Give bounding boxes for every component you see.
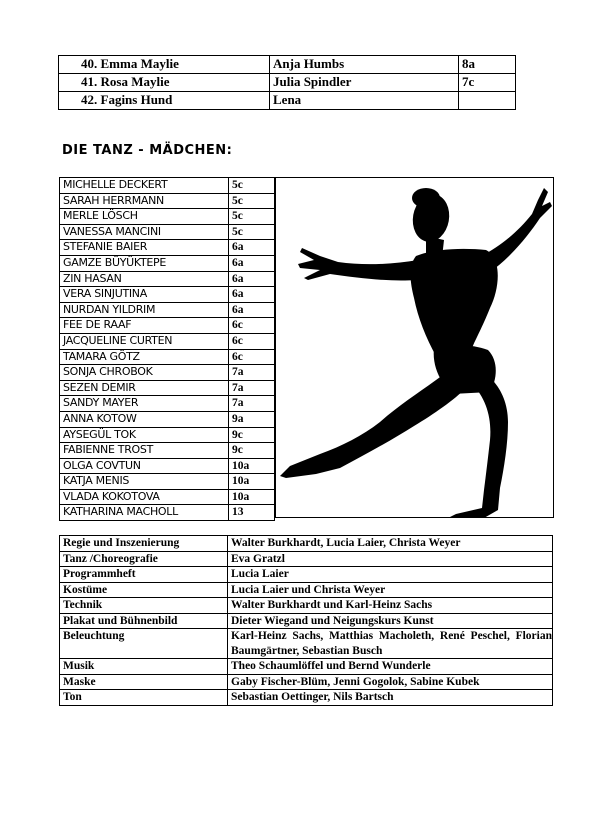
dancer-name: SARAH HERRMANN: [60, 193, 229, 209]
dancer-name: FABIENNE TROST: [60, 443, 229, 459]
table-row: [60, 209, 275, 225]
dancer-class: 6c: [229, 349, 275, 365]
table-row: [60, 474, 275, 490]
dancers-table: [59, 177, 275, 521]
crew-job: Plakat und Bühnenbild: [60, 613, 228, 629]
dancer-class: 7a: [229, 365, 275, 381]
dancer-name: FEE DE RAAF: [60, 318, 229, 334]
table-row: [60, 302, 275, 318]
dancer-name: SEZEN DEMIR: [60, 380, 229, 396]
dancer-class: 9c: [229, 443, 275, 459]
dancer-name: STEFANIE BAIER: [60, 240, 229, 256]
dancer-class: 13: [229, 505, 275, 521]
table-row: [60, 318, 275, 334]
table-row: [60, 613, 553, 629]
table-row: [60, 567, 553, 583]
crew-table: [59, 535, 553, 706]
crew-people: Dieter Wiegand und Neigungskurs Kunst: [228, 613, 553, 629]
crew-people: Theo Schaumlöffel und Bernd Wunderle: [228, 659, 553, 675]
crew-job: Technik: [60, 598, 228, 614]
section-heading: DIE TANZ - MÄDCHEN:: [62, 143, 233, 158]
dancer-class: 7a: [229, 380, 275, 396]
dancer-class: 6a: [229, 287, 275, 303]
dancer-name: SANDY MAYER: [60, 396, 229, 412]
crew-people: Lucia Laier: [228, 567, 553, 583]
dancer-class: 10a: [229, 458, 275, 474]
table-row: [60, 255, 275, 271]
crew-people: Walter Burkhardt, Lucia Laier, Christa Weyer: [228, 536, 553, 552]
dancer-name: OLGA COVTUN: [60, 458, 229, 474]
table-row: [60, 333, 275, 349]
dancer-name: KATJA MENIS: [60, 474, 229, 490]
table-row: [60, 690, 553, 706]
table-row: [60, 443, 275, 459]
crew-job: Musik: [60, 659, 228, 675]
dancer-class: 7a: [229, 396, 275, 412]
table-row: [59, 74, 516, 92]
actor-cell: Anja Humbs: [270, 56, 459, 74]
table-row: [60, 240, 275, 256]
dancer-class: 6a: [229, 302, 275, 318]
table-row: [60, 629, 553, 659]
dancer-name: JACQUELINE CURTEN: [60, 333, 229, 349]
dancer-name: MICHELLE DECKERT: [60, 178, 229, 194]
table-row: [60, 582, 553, 598]
crew-job: Beleuchtung: [60, 629, 228, 659]
dancer-class: 5c: [229, 209, 275, 225]
role-cell: 41. Rosa Maylie: [59, 74, 270, 92]
table-row: [60, 287, 275, 303]
dancer-name: SONJA CHROBOK: [60, 365, 229, 381]
table-row: [60, 224, 275, 240]
table-row: [60, 271, 275, 287]
crew-people: Eva Gratzl: [228, 551, 553, 567]
table-row: [60, 396, 275, 412]
role-cell: 42. Fagins Hund: [59, 92, 270, 110]
dancer-name: VANESSA MANCINI: [60, 224, 229, 240]
dancer-name: TAMARA GÖTZ: [60, 349, 229, 365]
dancer-name: GAMZE BÜYÜKTEPE: [60, 255, 229, 271]
dancer-class: 6c: [229, 318, 275, 334]
table-row: [59, 56, 516, 74]
table-row: [60, 674, 553, 690]
dancer-class: 6a: [229, 255, 275, 271]
dancer-name: ANNA KOTOW: [60, 411, 229, 427]
class-cell: [459, 92, 516, 110]
dancer-name: NURDAN YILDRIM: [60, 302, 229, 318]
crew-job: Maske: [60, 674, 228, 690]
table-row: [60, 458, 275, 474]
dancer-class: 9c: [229, 427, 275, 443]
dancer-silhouette-icon: [276, 178, 555, 519]
crew-people: Sebastian Oettinger, Nils Bartsch: [228, 690, 553, 706]
table-row: [60, 598, 553, 614]
class-cell: 8a: [459, 56, 516, 74]
crew-job: Programmheft: [60, 567, 228, 583]
crew-people: Lucia Laier und Christa Weyer: [228, 582, 553, 598]
dancer-name: VLADA KOKOTOVA: [60, 489, 229, 505]
table-row: [60, 411, 275, 427]
dancer-class: 10a: [229, 474, 275, 490]
cast-table: [58, 55, 516, 110]
table-row: [60, 505, 275, 521]
table-row: [60, 349, 275, 365]
dancer-class: 5c: [229, 193, 275, 209]
crew-people: Walter Burkhardt und Karl-Heinz Sachs: [228, 598, 553, 614]
crew-job: Kostüme: [60, 582, 228, 598]
role-cell: 40. Emma Maylie: [59, 56, 270, 74]
dancer-name: ZIN HASAN: [60, 271, 229, 287]
table-row: [60, 536, 553, 552]
dancer-class: 5c: [229, 178, 275, 194]
dancer-class: 6a: [229, 271, 275, 287]
table-row: [60, 427, 275, 443]
crew-job: Regie und Inszenierung: [60, 536, 228, 552]
table-row: [59, 92, 516, 110]
crew-people: Karl-Heinz Sachs, Matthias Macholeth, René Peschel, Florian Baumgärtner, Sebastian Busch: [228, 629, 553, 659]
table-row: [60, 365, 275, 381]
table-row: [60, 178, 275, 194]
table-row: [60, 193, 275, 209]
crew-job: Ton: [60, 690, 228, 706]
dancer-class: 9a: [229, 411, 275, 427]
dancer-class: 6a: [229, 240, 275, 256]
dancer-class: 5c: [229, 224, 275, 240]
dancer-class: 10a: [229, 489, 275, 505]
class-cell: 7c: [459, 74, 516, 92]
dancer-name: MERLE LÖSCH: [60, 209, 229, 225]
table-row: [60, 659, 553, 675]
dancer-silhouette-image: [275, 177, 554, 518]
dancer-class: 6c: [229, 333, 275, 349]
crew-people: Gaby Fischer-Blüm, Jenni Gogolok, Sabine Kubek: [228, 674, 553, 690]
dancer-name: KATHARINA MACHOLL: [60, 505, 229, 521]
table-row: [60, 380, 275, 396]
dancer-name: VERA SINJUTINA: [60, 287, 229, 303]
crew-job: Tanz /Choreografie: [60, 551, 228, 567]
dancer-name: AYSEGÜL TOK: [60, 427, 229, 443]
actor-cell: Lena: [270, 92, 459, 110]
actor-cell: Julia Spindler: [270, 74, 459, 92]
table-row: [60, 489, 275, 505]
table-row: [60, 551, 553, 567]
